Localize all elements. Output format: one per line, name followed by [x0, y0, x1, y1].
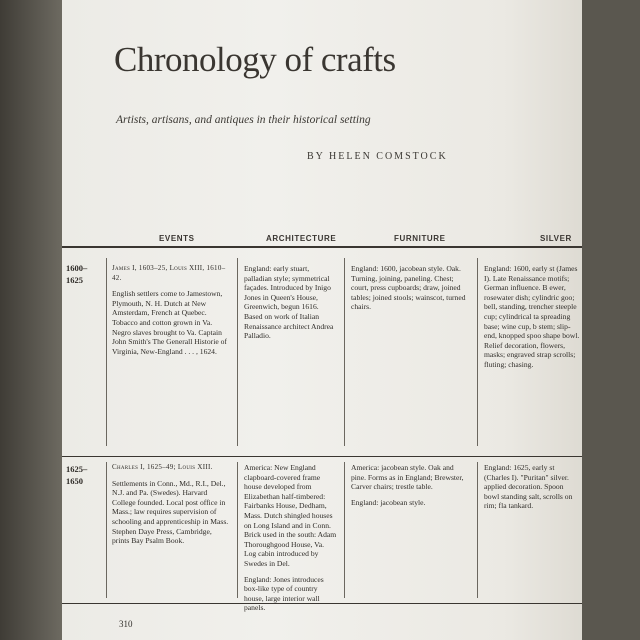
furniture-cell: England: 1600, jacobean style. Oak. Turning, joining, paneling. Chest; court, press cupboards; draw, joined tables; joined stools; wainscot, turned chairs. — [351, 264, 466, 312]
architecture-cell: England: early stuart, palladian style; symmetrical façades. Introduced by Inigo Jones in Queen's House, Greenwich, begun 1616. Based on work of Italian Renaissance architect Andrea Palladio. — [244, 264, 334, 341]
silver-cell: England: 1625, early st (Charles I). "Puritan" silver. applied decoration. Spoon bowl standing salt, scrolls on rim; fla tankard. — [484, 463, 573, 511]
subtitle: Artists, artisans, and antiques in their historical setting — [116, 114, 371, 126]
book-page — [62, 0, 582, 640]
column-divider — [344, 258, 345, 446]
page-number: 310 — [119, 619, 133, 629]
column-divider — [237, 462, 238, 598]
book-gutter-shadow — [0, 0, 62, 640]
events-cell: Charles I, 1625–49; Louis XIII. Settlements in Conn., Md., R.I., Del., N.J. and Pa. (Swedes). Harvard College founded. Local post office in Mass.; law requires supervision of schooling and apprenticeship in Mass. Stephen Daye Press, Cambridge, prints Bay Psalm Book. — [112, 463, 229, 546]
row-divider — [62, 456, 582, 457]
column-divider — [477, 258, 478, 446]
events-cell: James I, 1603–25, Louis XIII, 1610–42. English settlers come to Jamestown, Plymouth, N. H. Dutch at New Amsterdam, French at Quebec. Tobacco and cotton grown in Va. Negro slaves brought to Va. Captain John Smith's The Generall Historie of Virginia, New-England . . . , 1624. — [112, 264, 227, 356]
table-top-rule — [62, 246, 582, 248]
period-label: 1625– 1650 — [66, 464, 88, 486]
furniture-cell: America: jacobean style. Oak and pine. Forms as in England; Brewster, Carver chairs; trestle table. England: jacobean style. — [351, 463, 464, 507]
silver-cell: England: 1600, early st (James I). Late Renaissance motifs; German influence. B ewer, rosewater dish; cylindric goo; bell, standing, trencher steeple cup; cylindrical ta spreading base; wine cup, b stem; slip-end, knopped spoo shape bowl. Relief decoration, flowers, masks; engraved strap scrolls; fluting; chasing. — [484, 264, 580, 369]
column-header-silver: SILVER — [540, 234, 572, 243]
column-divider — [344, 462, 345, 598]
page-title: Chronology of crafts — [114, 40, 396, 79]
column-divider — [237, 258, 238, 446]
column-header-events: EVENTS — [159, 234, 195, 243]
column-divider — [106, 462, 107, 598]
period-label: 1600– 1625 — [66, 263, 88, 285]
column-divider — [106, 258, 107, 446]
column-divider — [477, 462, 478, 598]
architecture-cell: America: New England clapboard-covered frame house developed from Elizabethan half-timbered: Fairbanks House, Dedham, Mass. Dutch shingled houses on Long Island and in Conn. Brick used in the south: Adam Thoroughgood House, Va. Log cabin introduced by Swedes in Del. England: Jones introduces box-like type of country house, large interior wall panels. — [244, 463, 337, 613]
byline: BY HELEN COMSTOCK — [307, 151, 448, 162]
column-header-architecture: ARCHITECTURE — [266, 234, 337, 243]
column-header-furniture: FURNITURE — [394, 234, 446, 243]
